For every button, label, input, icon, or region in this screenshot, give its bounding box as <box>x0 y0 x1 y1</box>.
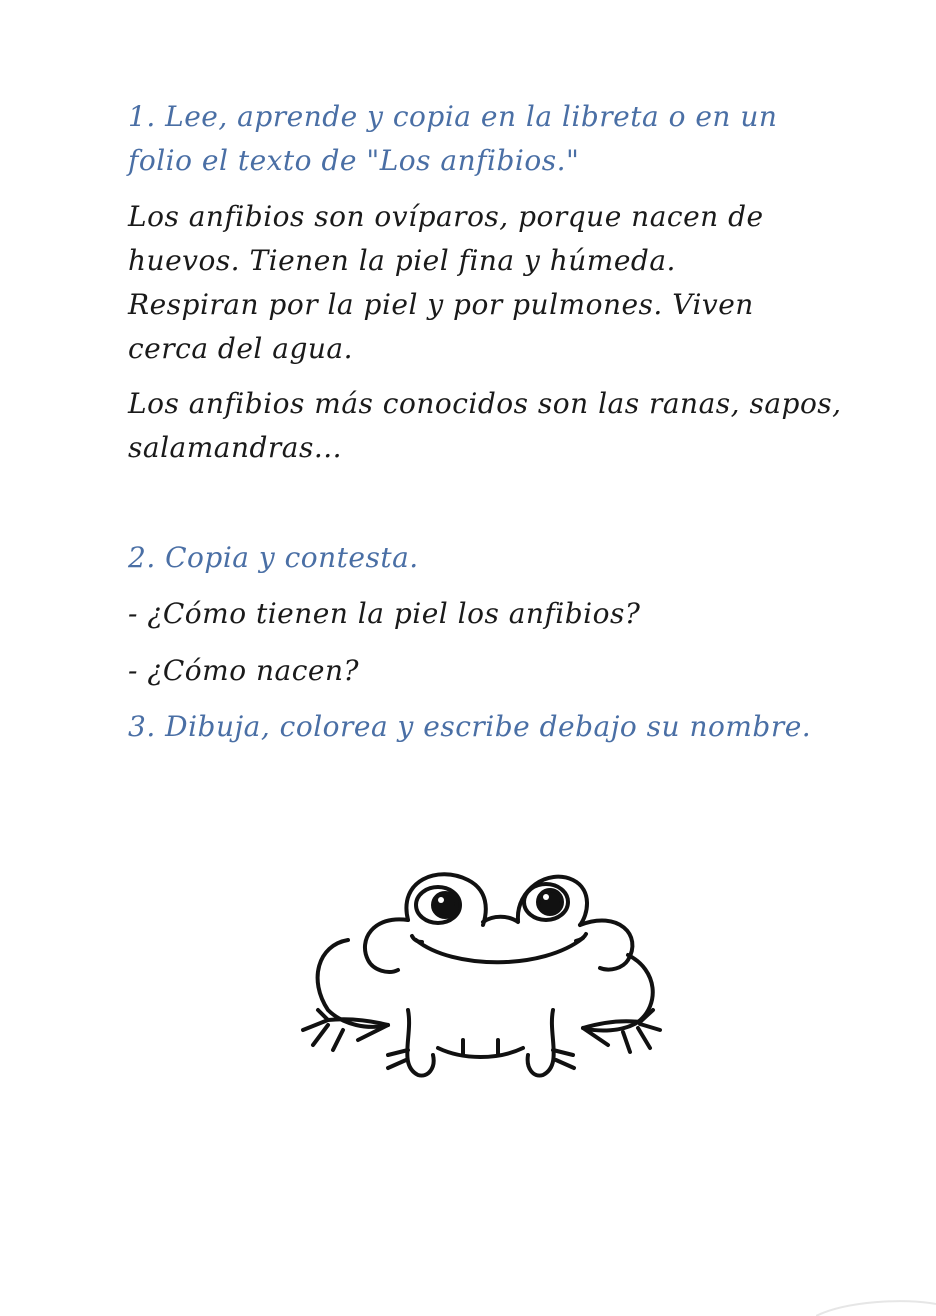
paragraph1-line2: huevos. Tienen la piel fina y húmeda. <box>128 244 676 277</box>
frog-left-inner-foot <box>388 1050 408 1068</box>
frog-right-inner-foot <box>553 1050 574 1068</box>
exercise2-heading: 2. Copia y contesta. <box>128 541 419 574</box>
frog-smile-right-cheek <box>576 934 586 941</box>
frog-body-left <box>318 940 388 1027</box>
frog-head-left <box>365 919 408 972</box>
frog-belly-line <box>463 1040 498 1055</box>
exercise1-heading-line2: folio el texto de "Los anfibios." <box>128 144 580 177</box>
page-corner-arc <box>816 1296 936 1316</box>
paragraph1-line3: Respiran por la piel y por pulmones. Viven <box>128 288 754 321</box>
frog-right-front-leg <box>528 1010 554 1076</box>
paragraph1-line4: cerca del agua. <box>128 332 354 365</box>
exercise3-heading: 3. Dibuja, colorea y escribe debajo su nombre. <box>128 710 812 743</box>
frog-left-front-leg <box>407 1010 433 1076</box>
frog-left-pupil <box>433 893 457 917</box>
frog-smile-left-cheek <box>412 936 422 942</box>
frog-icon <box>288 850 668 1090</box>
exercise2-question2: - ¿Cómo nacen? <box>128 654 359 687</box>
frog-smile <box>416 938 583 962</box>
paragraph1-line1: Los anfibios son ovíparos, porque nacen de <box>128 200 764 233</box>
frog-right-pupil <box>538 890 562 914</box>
paragraph2-line1: Los anfibios más conocidos son las ranas, sapos, <box>128 387 842 420</box>
paragraph2-line2: salamandras... <box>128 431 343 464</box>
frog-head-right <box>580 920 632 969</box>
frog-head-top <box>483 917 518 922</box>
frog-left-foot <box>303 1010 388 1050</box>
exercise2-question1: - ¿Cómo tienen la piel los anfibios? <box>128 597 641 630</box>
frog-right-eye-glint <box>543 894 549 900</box>
frog-left-eye-glint <box>438 897 444 903</box>
exercise1-heading-line1: 1. Lee, aprende y copia en la libreta o en un <box>128 100 778 133</box>
frog-belly <box>438 1048 523 1057</box>
